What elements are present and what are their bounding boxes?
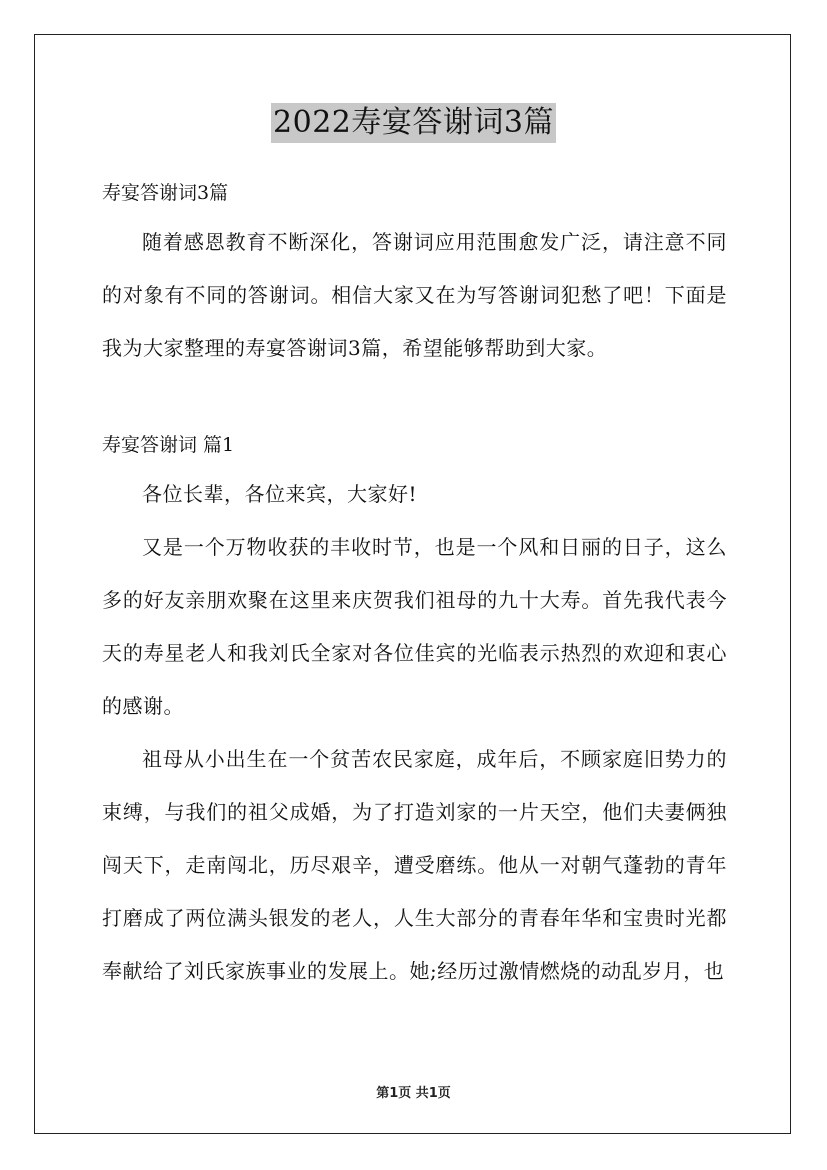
section1-paragraph-2: 又是一个万物收获的丰收时节，也是一个风和日丽的日子，这么多的好友亲朋欢聚在这里来庆贺我们祖母的九十大寿。首先我代表今天的寿星老人和我刘氏全家对各位佳宾的光临表示热烈的欢迎和衷心的感谢。 <box>102 535 727 718</box>
section1-paragraph-3: 祖母从小出生在一个贫苦农民家庭，成年后，不顾家庭旧势力的束缚，与我们的祖父成婚，为了打造刘家的一片天空，他们夫妻俩独闯天下，走南闯北，历尽艰辛，遭受磨练。他从一对朝气蓬勃的青年打磨成了两位满头银发的老人，人生大部分的青春年华和宝贵时光都奉献给了刘氏家族事业的发展上。她;经历过激情燃烧的动乱岁月，也 <box>102 747 727 983</box>
page-number-label: 第1页 共1页 <box>376 1086 451 1101</box>
document-title <box>0 102 827 143</box>
intro-paragraph: 随着感恩教育不断深化，答谢词应用范围愈发广泛，请注意不同的对象有不同的答谢词。相信大家又在为写答谢词犯愁了吧！下面是我为大家整理的寿宴答谢词3篇，希望能够帮助到大家。 <box>102 230 727 360</box>
page-footer <box>0 1082 827 1101</box>
document-title-text: 2022寿宴答谢词3篇 <box>271 103 556 143</box>
section-spacer <box>102 375 727 422</box>
section1-heading: 寿宴答谢词 篇1 <box>102 434 235 456</box>
intro-heading: 寿宴答谢词3篇 <box>102 182 229 204</box>
section1-greeting: 各位长辈，各位来宾，大家好! <box>142 482 418 506</box>
document-body <box>102 170 727 998</box>
